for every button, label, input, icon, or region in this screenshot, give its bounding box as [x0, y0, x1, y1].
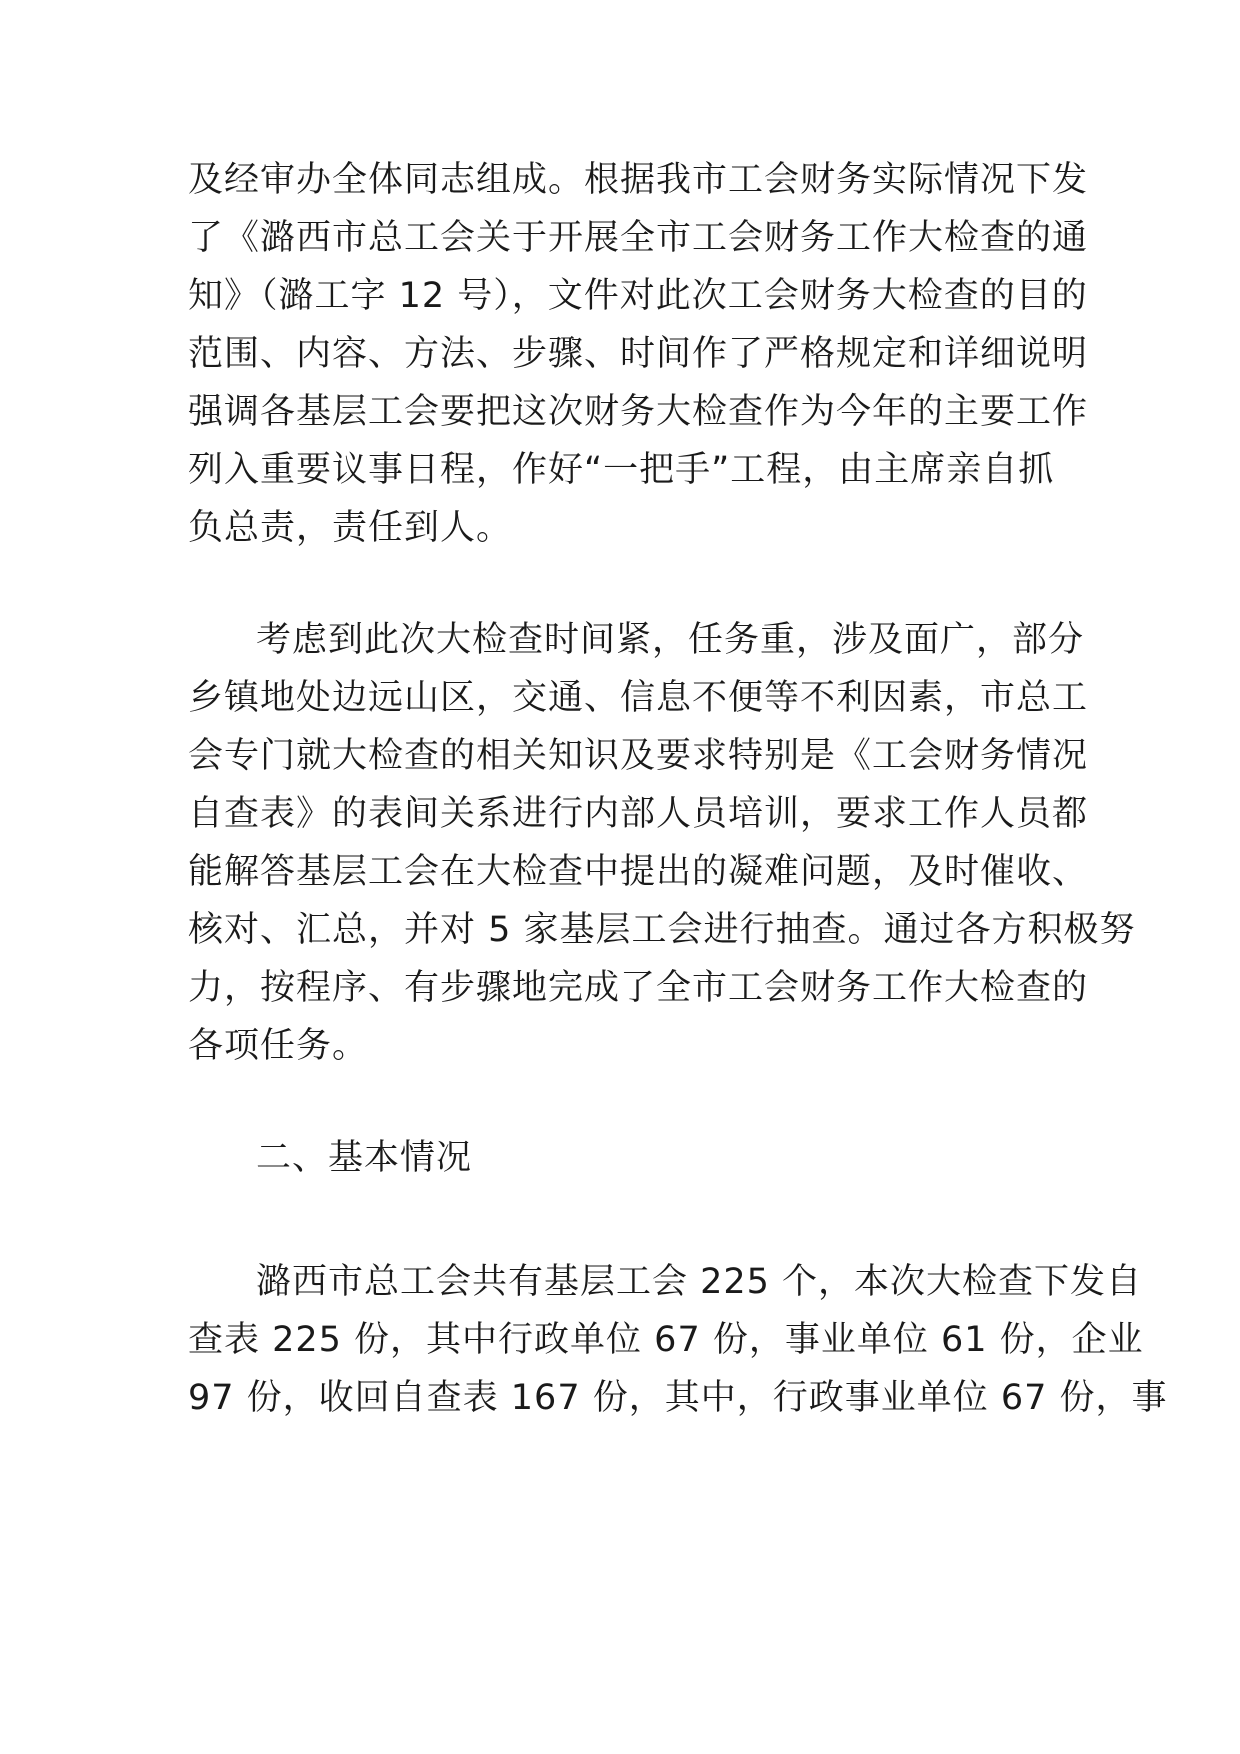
- text-line: 会专门就大检查的相关知识及要求特别是《工会财务情况: [188, 736, 1089, 776]
- text-line: 潞西市总工会共有基层工会 225 个，本次大检查下发自: [256, 1262, 1143, 1302]
- text-line: 97 份，收回自查表 167 份，其中，行政事业单位 67 份，事: [188, 1378, 1168, 1418]
- text-line: 强调各基层工会要把这次财务大检查作为今年的主要工作: [188, 392, 1089, 432]
- text-line: 范围、内容、方法、步骤、时间作了严格规定和详细说明: [188, 334, 1089, 374]
- section-heading: 二、基本情况: [256, 1138, 473, 1178]
- text-line: 负总责，责任到人。: [188, 508, 513, 548]
- text-line: 力，按程序、有步骤地完成了全市工会财务工作大检查的: [188, 968, 1089, 1008]
- text-line: 自查表》的表间关系进行内部人员培训，要求工作人员都: [188, 794, 1089, 834]
- text-line: 乡镇地处边远山区，交通、信息不便等不利因素，市总工: [188, 678, 1089, 718]
- text-line: 考虑到此次大检查时间紧，任务重，涉及面广，部分: [256, 620, 1085, 660]
- text-line: 列入重要议事日程，作好“一把手”工程，由主席亲自抓: [188, 450, 1055, 490]
- text-line: 及经审办全体同志组成。根据我市工会财务实际情况下发: [188, 160, 1089, 200]
- text-line: 核对、汇总，并对 5 家基层工会进行抽查。通过各方积极努: [188, 910, 1136, 950]
- text-line: 能解答基层工会在大检查中提出的凝难问题，及时催收、: [188, 852, 1089, 892]
- text-line: 知》（潞工字 12 号），文件对此次工会财务大检查的目的: [188, 276, 1088, 316]
- text-line: 了《潞西市总工会关于开展全市工会财务工作大检查的通: [188, 218, 1089, 258]
- text-line: 各项任务。: [188, 1026, 369, 1066]
- text-line: 查表 225 份，其中行政单位 67 份，事业单位 61 份，企业: [188, 1320, 1144, 1360]
